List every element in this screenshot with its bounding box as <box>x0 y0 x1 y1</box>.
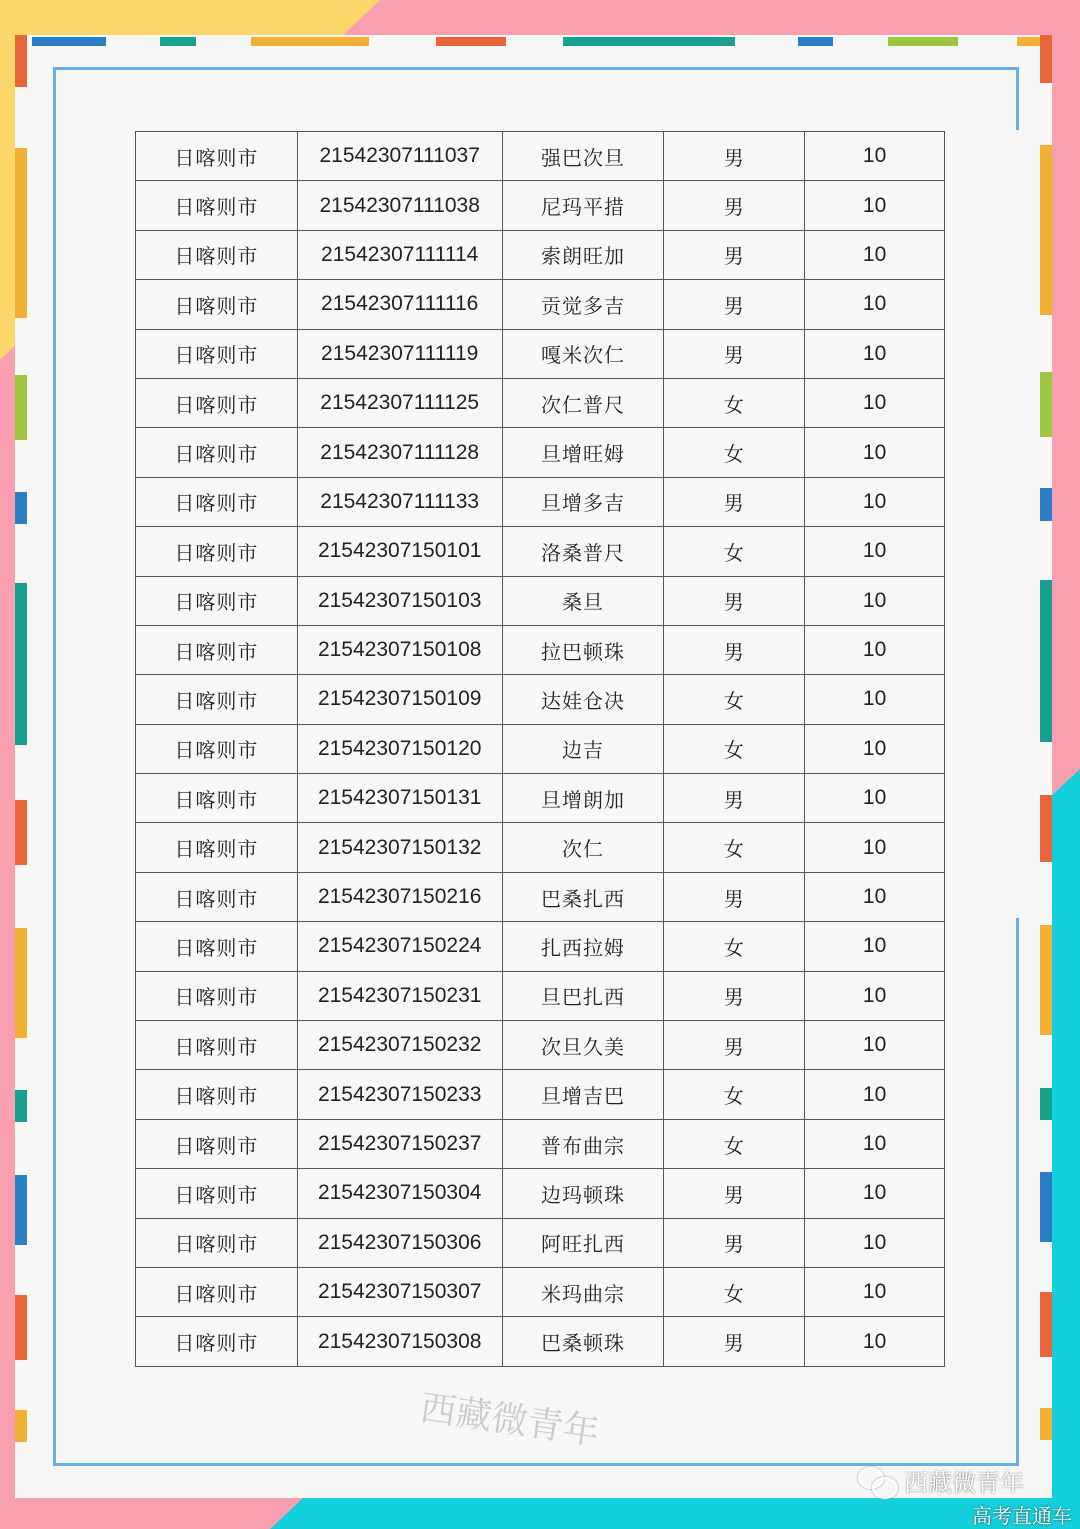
name-cell: 洛桑普尺 <box>502 527 664 576</box>
table-row <box>136 576 945 625</box>
exam-id-cell: 21542307111038 <box>297 181 502 230</box>
score-cell: 10 <box>805 329 945 378</box>
table-row <box>136 625 945 674</box>
name-cell: 巴桑扎西 <box>502 872 664 921</box>
score-cell: 10 <box>805 1218 945 1267</box>
name-cell: 次仁普尺 <box>502 378 664 427</box>
exam-id-cell: 21542307150131 <box>297 774 502 823</box>
exam-id-cell: 21542307150101 <box>297 527 502 576</box>
gender-cell: 女 <box>664 1119 805 1168</box>
score-cell: 10 <box>805 378 945 427</box>
exam-id-cell: 21542307150308 <box>297 1317 502 1366</box>
city-cell: 日喀则市 <box>136 477 298 526</box>
table-row <box>136 378 945 427</box>
score-cell: 10 <box>805 625 945 674</box>
table-row <box>136 280 945 329</box>
score-cell: 10 <box>805 971 945 1020</box>
name-cell: 尼玛平措 <box>502 181 664 230</box>
table-row <box>136 477 945 526</box>
exam-id-cell: 21542307150108 <box>297 625 502 674</box>
city-cell: 日喀则市 <box>136 1218 298 1267</box>
table-row <box>136 1021 945 1070</box>
exam-id-cell: 21542307150120 <box>297 724 502 773</box>
city-cell: 日喀则市 <box>136 774 298 823</box>
gender-cell: 男 <box>664 625 805 674</box>
score-cell: 10 <box>805 428 945 477</box>
gender-cell: 男 <box>664 1021 805 1070</box>
score-cell: 10 <box>805 1070 945 1119</box>
city-cell: 日喀则市 <box>136 922 298 971</box>
footer-watermark <box>858 1463 1024 1498</box>
exam-id-cell: 21542307150103 <box>297 576 502 625</box>
gender-cell: 女 <box>664 675 805 724</box>
city-cell: 日喀则市 <box>136 428 298 477</box>
name-cell: 旦增朗加 <box>502 774 664 823</box>
gender-cell: 女 <box>664 1070 805 1119</box>
name-cell: 旦增多吉 <box>502 477 664 526</box>
table-row <box>136 1119 945 1168</box>
table-row <box>136 1218 945 1267</box>
name-cell: 次旦久美 <box>502 1021 664 1070</box>
table-row <box>136 922 945 971</box>
city-cell: 日喀则市 <box>136 280 298 329</box>
score-cell: 10 <box>805 774 945 823</box>
exam-id-cell: 21542307150132 <box>297 823 502 872</box>
table-row <box>136 527 945 576</box>
city-cell: 日喀则市 <box>136 527 298 576</box>
table-row <box>136 1169 945 1218</box>
gender-cell: 男 <box>664 132 805 181</box>
name-cell: 巴桑顿珠 <box>502 1317 664 1366</box>
name-cell: 旦增吉巴 <box>502 1070 664 1119</box>
score-cell: 10 <box>805 922 945 971</box>
exam-id-cell: 21542307150306 <box>297 1218 502 1267</box>
exam-id-cell: 21542307150307 <box>297 1267 502 1316</box>
city-cell: 日喀则市 <box>136 329 298 378</box>
gender-cell: 女 <box>664 823 805 872</box>
gender-cell: 女 <box>664 724 805 773</box>
gender-cell: 女 <box>664 428 805 477</box>
table-row <box>136 724 945 773</box>
city-cell: 日喀则市 <box>136 1021 298 1070</box>
score-cell: 10 <box>805 1119 945 1168</box>
score-cell: 10 <box>805 1317 945 1366</box>
city-cell: 日喀则市 <box>136 724 298 773</box>
gender-cell: 女 <box>664 922 805 971</box>
inner-frame-right-bottom <box>1016 918 1019 1463</box>
score-cell: 10 <box>805 1021 945 1070</box>
gender-cell: 女 <box>664 527 805 576</box>
watermark: 西藏微青年 <box>417 1387 602 1454</box>
name-cell: 米玛曲宗 <box>502 1267 664 1316</box>
gender-cell: 男 <box>664 280 805 329</box>
name-cell: 桑旦 <box>502 576 664 625</box>
table-row <box>136 823 945 872</box>
score-cell: 10 <box>805 280 945 329</box>
exam-id-cell: 21542307111114 <box>297 230 502 279</box>
gender-cell: 男 <box>664 872 805 921</box>
city-cell: 日喀则市 <box>136 181 298 230</box>
table-row <box>136 230 945 279</box>
city-cell: 日喀则市 <box>136 1267 298 1316</box>
score-cell: 10 <box>805 675 945 724</box>
name-cell: 索朗旺加 <box>502 230 664 279</box>
city-cell: 日喀则市 <box>136 132 298 181</box>
score-cell: 10 <box>805 823 945 872</box>
wechat-icon <box>858 1465 898 1497</box>
exam-id-cell: 21542307111037 <box>297 132 502 181</box>
city-cell: 日喀则市 <box>136 378 298 427</box>
exam-id-cell: 21542307150224 <box>297 922 502 971</box>
name-cell: 阿旺扎西 <box>502 1218 664 1267</box>
gender-cell: 男 <box>664 477 805 526</box>
table-row <box>136 971 945 1020</box>
score-cell: 10 <box>805 576 945 625</box>
table-row <box>136 329 945 378</box>
name-cell: 达娃仓决 <box>502 675 664 724</box>
score-cell: 10 <box>805 181 945 230</box>
exam-id-cell: 21542307150109 <box>297 675 502 724</box>
gender-cell: 男 <box>664 971 805 1020</box>
account-name: 西藏微青年 <box>904 1469 1024 1497</box>
city-cell: 日喀则市 <box>136 1119 298 1168</box>
table-row <box>136 675 945 724</box>
gender-cell: 男 <box>664 181 805 230</box>
score-cell: 10 <box>805 477 945 526</box>
name-cell: 边吉 <box>502 724 664 773</box>
exam-id-cell: 21542307111125 <box>297 378 502 427</box>
name-cell: 边玛顿珠 <box>502 1169 664 1218</box>
gender-cell: 男 <box>664 1169 805 1218</box>
table-row <box>136 428 945 477</box>
results-table <box>135 131 945 1367</box>
name-cell: 贡觉多吉 <box>502 280 664 329</box>
table-row <box>136 774 945 823</box>
table-row <box>136 872 945 921</box>
score-cell: 10 <box>805 527 945 576</box>
name-cell: 扎西拉姆 <box>502 922 664 971</box>
city-cell: 日喀则市 <box>136 872 298 921</box>
exam-id-cell: 21542307150304 <box>297 1169 502 1218</box>
exam-id-cell: 21542307111119 <box>297 329 502 378</box>
score-cell: 10 <box>805 1267 945 1316</box>
city-cell: 日喀则市 <box>136 1317 298 1366</box>
score-cell: 10 <box>805 1169 945 1218</box>
gender-cell: 女 <box>664 378 805 427</box>
city-cell: 日喀则市 <box>136 971 298 1020</box>
gender-cell: 男 <box>664 230 805 279</box>
gender-cell: 女 <box>664 1267 805 1316</box>
table-row <box>136 1267 945 1316</box>
exam-id-cell: 21542307111116 <box>297 280 502 329</box>
gender-cell: 男 <box>664 329 805 378</box>
city-cell: 日喀则市 <box>136 1169 298 1218</box>
gender-cell: 男 <box>664 774 805 823</box>
overlay-text: 高考直通车 <box>972 1504 1072 1528</box>
city-cell: 日喀则市 <box>136 675 298 724</box>
name-cell: 拉巴顿珠 <box>502 625 664 674</box>
exam-id-cell: 21542307111128 <box>297 428 502 477</box>
exam-id-cell: 21542307150216 <box>297 872 502 921</box>
name-cell: 嘎米次仁 <box>502 329 664 378</box>
table-row <box>136 1317 945 1366</box>
exam-id-cell: 21542307150231 <box>297 971 502 1020</box>
score-cell: 10 <box>805 132 945 181</box>
city-cell: 日喀则市 <box>136 1070 298 1119</box>
score-cell: 10 <box>805 230 945 279</box>
exam-id-cell: 21542307150233 <box>297 1070 502 1119</box>
exam-id-cell: 21542307150232 <box>297 1021 502 1070</box>
name-cell: 旦巴扎西 <box>502 971 664 1020</box>
score-cell: 10 <box>805 872 945 921</box>
table-row <box>136 1070 945 1119</box>
gender-cell: 男 <box>664 1218 805 1267</box>
name-cell: 旦增旺姆 <box>502 428 664 477</box>
inner-frame-right-top <box>1016 67 1019 130</box>
city-cell: 日喀则市 <box>136 576 298 625</box>
city-cell: 日喀则市 <box>136 625 298 674</box>
name-cell: 普布曲宗 <box>502 1119 664 1168</box>
city-cell: 日喀则市 <box>136 823 298 872</box>
table-row <box>136 132 945 181</box>
gender-cell: 男 <box>664 576 805 625</box>
gender-cell: 男 <box>664 1317 805 1366</box>
name-cell: 强巴次旦 <box>502 132 664 181</box>
score-cell: 10 <box>805 724 945 773</box>
table-row <box>136 181 945 230</box>
exam-id-cell: 21542307111133 <box>297 477 502 526</box>
exam-id-cell: 21542307150237 <box>297 1119 502 1168</box>
city-cell: 日喀则市 <box>136 230 298 279</box>
name-cell: 次仁 <box>502 823 664 872</box>
